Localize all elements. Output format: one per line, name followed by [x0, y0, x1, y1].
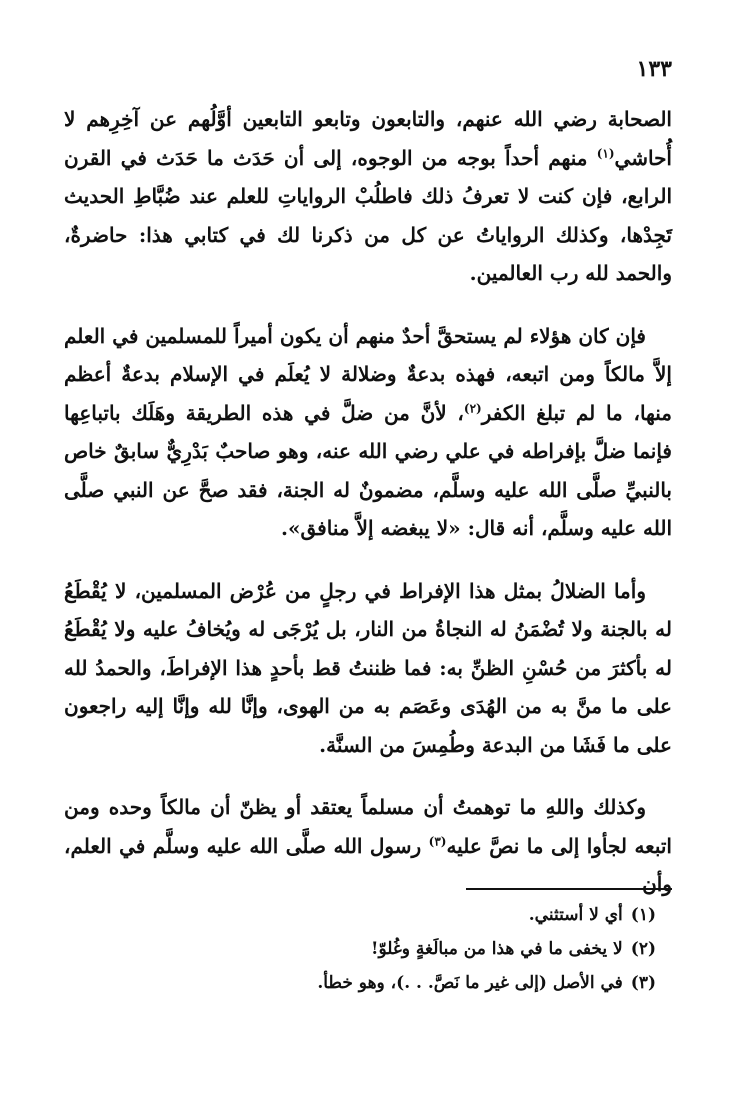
- footnote-3-number: (٣): [630, 973, 656, 993]
- footnote-ref-1[interactable]: (١): [596, 145, 615, 160]
- footnote-2-number: (٢): [630, 939, 656, 959]
- paragraph-1-text-b: منهم أحداً بوجه من الوجوه، إلى أن حَدَث ما حَدَث في القرن الرابع، فإن كنت لا تعرفُ ذلك فاطلُبْ الرواياتِ للعلم عند ضُبَّاطِ الحديث تَجِدْها، وكذلك الرواياتُ عن كل من ذكرنا لك في كتابي هذا: حاضرةٌ، والحمد لله رب العالمين.: [64, 145, 672, 285]
- paragraph-2-end: .: [281, 516, 288, 540]
- paragraph-2-text-a: فإن كان هؤلاء لم يستحقَّ أحدٌ منهم أن يكون أميراً للمسلمين في العلم إلاَّ مالكاً ومن اتبعه، فهذه بدعةٌ وضلالة لا يُعلَم في الإسلام بدعةٌ أعظم منها، ما لم تبلغ الكفر: [64, 323, 673, 425]
- paragraph-2: [64, 317, 672, 548]
- footnote-3: [64, 966, 656, 1000]
- paragraph-4-text-a: وكذلك واللهِ ما توهمتُ أن مسلماً يعتقد أو يظنّ أن مالكاً وحده ومن اتبعه لجأوا إلى ما نصَّ عليه: [64, 795, 672, 858]
- paragraph-1: [64, 100, 672, 293]
- paragraph-2-text-b: ، لأنَّ من ضلَّ في هذه الطريقة وهَلَك باتباعِها فإنما ضلَّ بإفراطه في علي رضي الله عنه، وهو صاحبٌ بَدْرِيٌّ سابقٌ خاص بالنبيِّ صلَّى الله عليه وسلَّم، مضمونٌ له الجنة، فقد صحَّ عن النبي صلَّى الله عليه وسلَّم، أنه قال:: [64, 400, 672, 540]
- footnote-ref-3[interactable]: (٣): [428, 833, 447, 848]
- paragraph-4-text-b: رسول الله صلَّى الله عليه وسلَّم في العلم، وأن: [64, 833, 672, 896]
- hadith-quote: «لا يبغضه إلاَّ منافق»: [288, 516, 461, 540]
- footnote-2-text: لا يخفى ما في هذا من مبالَغةٍ وغُلوّ!: [371, 939, 623, 959]
- body-text: [64, 100, 672, 928]
- paragraph-3: وأما الضلالُ بمثل هذا الإفراط في رجلٍ من عُرْض المسلمين، لا يُقْطَعُ له بالجنة ولا تُضْمَنُ له النجاةُ من النار، بل يُرْجَى له ويُخافُ عليه ولا يُقْطَعُ له بأكثرَ من حُسْنِ الظنِّ به: فما ظننتُ قط بأحدٍ هذا الإفراطَ، والحمدُ لله على ما منَّ به من الهُدَى وعَصَم به من الهوى، وإنَّا لله وإنَّا إليه راجعون على ما فَشَا من البدعة وطُمِسَ من السنَّة.: [64, 578, 673, 757]
- footnote-ref-2[interactable]: (٢): [463, 400, 482, 415]
- footnotes: [64, 898, 656, 1000]
- paragraph-1-text-a: الصحابة رضي الله عنهم، والتابعون وتابعو التابعين أوَّلُهم عن آخِرِهم لا أُحاشي: [64, 107, 672, 170]
- footnote-1-text: أي لا أستثني.: [528, 905, 623, 925]
- page-number: ١٣٣: [636, 56, 672, 82]
- footnote-3-text: في الأصل (إلى غير ما نَصَّ. . .)، وهو خطأ.: [317, 973, 623, 993]
- footnote-1-number: (١): [630, 905, 656, 925]
- book-page: [64, 0, 672, 1094]
- footnote-separator: [466, 888, 672, 890]
- paragraph-4: [64, 788, 672, 904]
- footnote-1: [64, 898, 656, 932]
- footnote-2: [64, 932, 656, 966]
